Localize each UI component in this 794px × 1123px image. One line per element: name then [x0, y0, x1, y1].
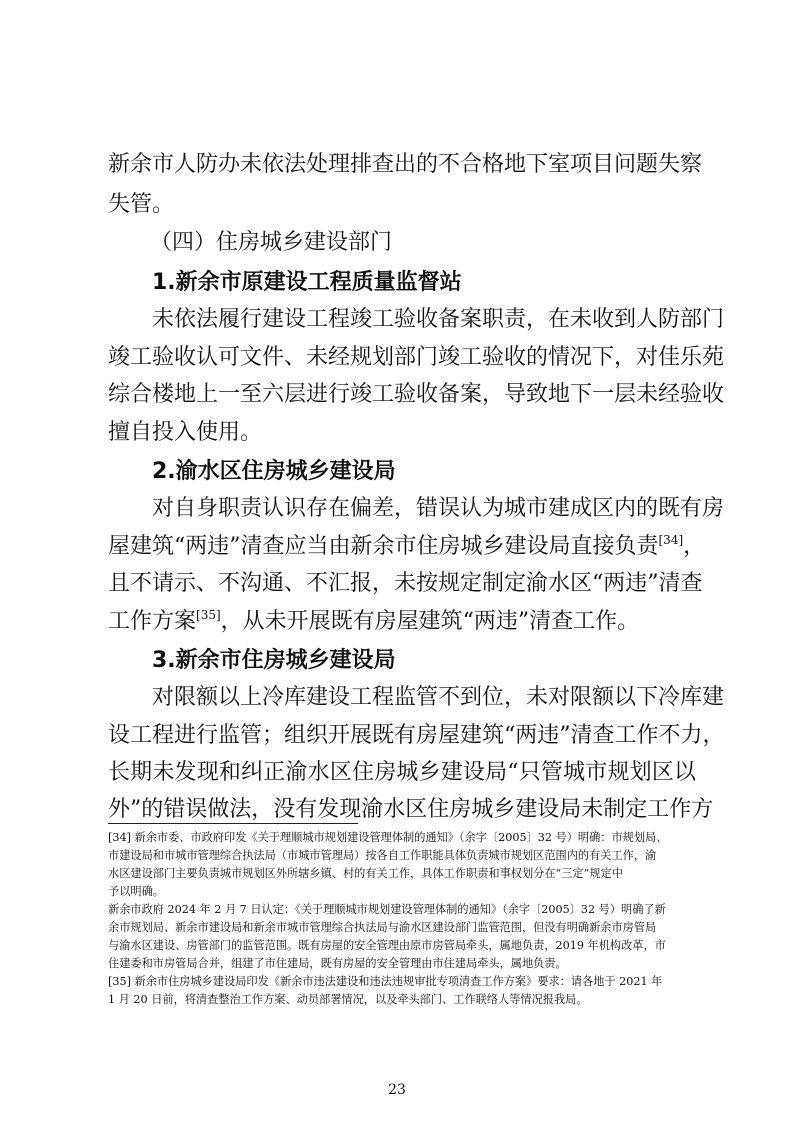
section-heading: （四）住房城乡建设部门 [150, 230, 393, 255]
footnote-line: 1 月 20 日前，将清查整治工作方案、动员部署情况，以及牵头部门、工作联络人等情况报我局。 [108, 993, 588, 1006]
body-line: 对限额以上冷库建设工程监管不到位，未对限额以下冷库建 [152, 685, 725, 710]
body-line: 未依法履行建设工程竣工验收备案职责，在未收到人防部门 [152, 307, 725, 332]
body-line: 外”的错误做法，没有发现渝水区住房城乡建设局未制定工作方 [108, 797, 714, 822]
footnote-ref-34[interactable]: [34] [658, 533, 684, 547]
body-text: 屋建筑“两违”清查应当由新余市住房城乡建设局直接负责 [108, 534, 659, 559]
body-line: 长期未发现和纠正渝水区住房城乡建设局“只管城市规划区以 [108, 760, 696, 785]
body-text: ，从未开展既有房屋建筑“两违”清查工作。 [220, 609, 640, 634]
footnote-line: 予以明确。 [108, 885, 164, 898]
subsection-heading-1: 1.新余市原建设工程质量监督站 [152, 270, 462, 295]
footnote-line: 水区建设部门主要负责城市规划区外所辖乡镇、村的有关工作，具体工作职责和事权划分在“三定”规定中 [108, 867, 623, 880]
body-line [108, 605, 696, 639]
body-line [108, 530, 706, 564]
subsection-heading-3: 3.新余市住房城乡建设局 [152, 648, 396, 673]
page-number: 23 [388, 1082, 406, 1098]
body-line: 且不请示、不沟通、不汇报，未按规定制定渝水区“两违”清查 [108, 571, 703, 596]
body-line: 失管。 [108, 192, 175, 217]
body-text: ， [683, 534, 706, 559]
body-line: 新余市人防办未依法处理排查出的不合格地下室项目问题失察 [108, 152, 703, 177]
body-line: 设工程进行监管；组织开展既有房屋建筑“两违”清查工作不力， [108, 723, 725, 748]
footnote-line: [35] 新余市住房城乡建设局印发《新余市违法建设和违法违规审批专项清查工作方案》要求：请各地于 2021 年 [108, 975, 663, 988]
body-line: 擅自投入使用。 [108, 420, 263, 445]
body-text: 工作方案 [108, 609, 197, 634]
footnote-line: 与渝水区建设、房管部门的监管范围。既有房屋的安全管理由原市房管局牵头，属地负责，2019 年机构改革，市 [108, 939, 666, 952]
footnote-line: 市建设局和市城市管理综合执法局（市城市管理局）按各自工作职能具体负责城市规划区范围内的有关工作，渝 [108, 849, 657, 862]
footnote-line: 余市规划局、新余市建设局和新余市城市管理综合执法局与渝水区建设部门监管范围，但没有明确新余市房管局 [108, 921, 657, 934]
footnote-line: [34] 新余市委、市政府印发《关于理顺城市规划建设管理体制的通知》（余字〔2005〕32 号）明确：市规划局、 [108, 831, 668, 844]
footnote-line: 新余市政府 2024 年 2 月 7 日认定：《关于理顺城市规划建设管理体制的通知》（余字〔2005〕32 号）明确了新 [108, 903, 666, 916]
footnote-line: 住建委和市房管局合并，组建了市住建局，既有房屋的安全管理由市住建局牵头，属地负责。 [108, 957, 567, 970]
subsection-heading-2: 2.渝水区住房城乡建设局 [152, 459, 396, 484]
body-line: 对自身职责认识存在偏差，错误认为城市建成区内的既有房 [152, 496, 725, 521]
footnote-separator [108, 823, 358, 824]
body-line: 竣工验收认可文件、未经规划部门竣工验收的情况下，对佳乐苑 [108, 345, 725, 370]
footnote-ref-35[interactable]: [35] [196, 608, 221, 622]
body-line: 综合楼地上一至六层进行竣工验收备案，导致地下一层未经验收 [108, 382, 725, 407]
